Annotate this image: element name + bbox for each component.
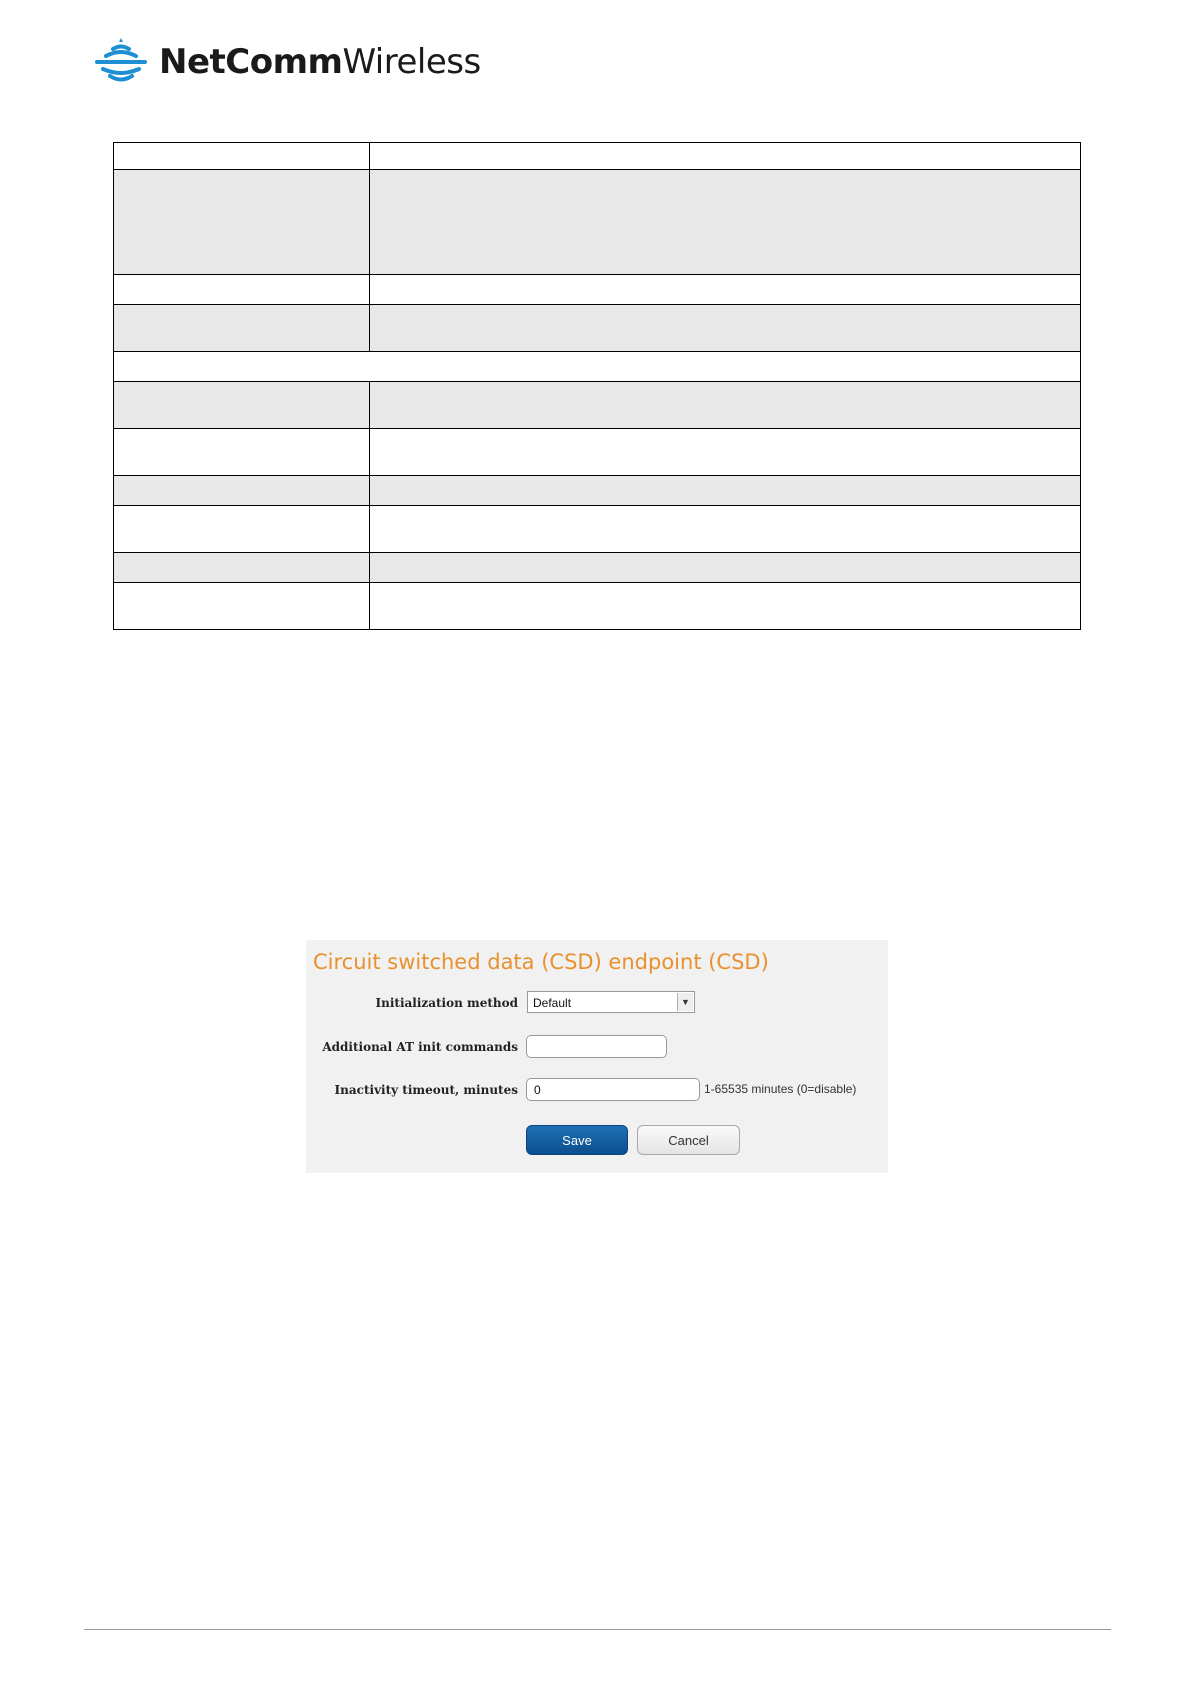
table-cell [370,476,1081,506]
table-cell [370,305,1081,352]
chevron-down-icon[interactable]: ▼ [677,993,693,1011]
cancel-button[interactable]: Cancel [637,1125,740,1155]
table-cell [370,143,1081,170]
netcomm-wireless-logo [93,34,481,90]
init-method-label: Initialization method [375,996,518,1010]
at-init-commands-input[interactable] [526,1035,667,1058]
table-row [114,275,1081,305]
table-row [114,170,1081,275]
table-cell [114,382,370,429]
table-row [114,382,1081,429]
table-cell [114,553,370,583]
at-init-commands-label: Additional AT init commands [322,1040,518,1054]
csd-settings-panel [306,940,888,1173]
table-cell [370,170,1081,275]
init-method-value: Default [533,996,572,1010]
table-cell [370,429,1081,476]
inactivity-timeout-label: Inactivity timeout, minutes [334,1083,518,1097]
table-cell [370,583,1081,630]
inactivity-timeout-value: 0 [534,1083,541,1097]
panel-title: Circuit switched data (CSD) endpoint (CSD) [313,950,769,974]
wifi-signal-logo-icon [93,36,149,88]
settings-table [113,142,1081,630]
table-row [114,583,1081,630]
logo-text-wireless: Wireless [342,42,481,82]
inactivity-timeout-hint: 1-65535 minutes (0=disable) [704,1082,857,1096]
footer-divider [84,1629,1111,1630]
table-cell [114,583,370,630]
table-cell [370,506,1081,553]
table-row [114,143,1081,170]
table-cell [370,382,1081,429]
table-row [114,506,1081,553]
logo-wordmark [159,42,481,82]
table-cell [370,553,1081,583]
init-method-select[interactable] [527,991,695,1013]
table-cell [114,305,370,352]
inactivity-timeout-input[interactable] [526,1078,700,1101]
table-cell [114,275,370,305]
table-cell [114,429,370,476]
save-button[interactable]: Save [526,1125,628,1155]
table-cell [370,275,1081,305]
table-row [114,476,1081,506]
logo-text-netcomm: NetComm [159,42,343,82]
table-cell [114,170,370,275]
table-section-row [114,352,1081,382]
table-row [114,305,1081,352]
table-row [114,429,1081,476]
table-row [114,553,1081,583]
table-cell [114,476,370,506]
table-cell [114,352,1081,382]
table-cell [114,506,370,553]
table-cell [114,143,370,170]
